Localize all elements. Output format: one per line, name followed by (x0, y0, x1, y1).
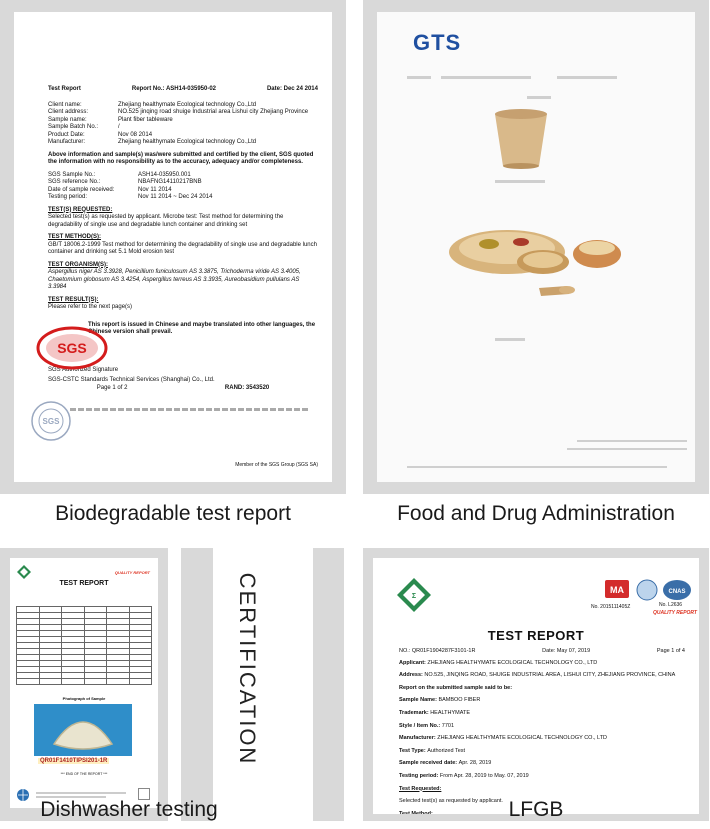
test-method-text: GB/T 18006.2-1999 Test method for determining the degradability of single use and degradable lunch container and drinking set 5.1 Mold erosion test (48, 241, 317, 255)
field-row (48, 187, 318, 195)
svg-text:Σ: Σ (411, 593, 417, 600)
svg-text:MA: MA (610, 585, 624, 595)
table-cell (62, 679, 85, 685)
tableware-photo-icon (447, 190, 627, 320)
disclaimer: Above information and sample(s) was/were submitted and certified by the client, SGS quoted the information with no responsibility as to the accuracy, adequacy and/or completeness. (48, 151, 314, 165)
field-row (48, 117, 318, 125)
field-value: Zhejiang healthymate Ecological technology Co.,Ltd (118, 101, 257, 108)
field-label: Testing period: (48, 194, 88, 200)
test-type-line: Test Type: Authorized Test (399, 747, 466, 754)
stamp-text: SGS (57, 340, 87, 356)
period-value: From Apr. 28, 2019 to May. 07, 2019 (439, 772, 529, 779)
field-value: ASH14-035950.001 (138, 171, 191, 178)
report-date: Date: Dec 24 2014 (266, 86, 318, 92)
table-cell (17, 679, 40, 685)
caption-lfgb: LFGB (508, 798, 564, 821)
field-label: Sample name: (48, 116, 87, 123)
dishwasher-results-table (16, 606, 152, 685)
photo-title: Photograph of Sample (62, 696, 106, 701)
style-value: 7701 (441, 722, 455, 729)
field-row (48, 109, 318, 117)
lfgb-report-document (373, 558, 699, 814)
table-cell (39, 679, 62, 685)
sample-ids (48, 172, 318, 202)
sample-name-value: BAMBOO FIBER (438, 697, 481, 704)
test-organism-title: TEST ORGANISM(S): (48, 261, 108, 268)
cnas-number: No. L2636 (659, 602, 683, 608)
applicant-value: ZHEJIANG HEALTHYMATE ECOLOGICAL TECHNOLOGY CO., LTD (427, 659, 598, 666)
field-label: Date of sample received: (48, 186, 115, 193)
manufacturer-line: Manufacturer: ZHEJIANG HEALTHYMATE ECOLOGICAL TECHNOLOGY CO., LTD (399, 735, 608, 742)
tests-requested-title: TEST(S) REQUESTED: (48, 206, 113, 213)
tests-requested-text: Selected test(s) as requested by applicant. Microbe test: Test method for determining the degradability of single use and degradable lunch container and drinking set (48, 214, 284, 228)
field-row (48, 102, 318, 110)
page-number: Page 1 of 2 (96, 384, 128, 391)
certification-panel (181, 548, 344, 821)
address-value: NO.525, JINQING ROAD, SHUIGE INDUSTRIAL AREA, LISHUI CITY, ZHEJIANG PROVINCE, CHINA (424, 672, 676, 679)
field-row (48, 124, 318, 132)
table-cell (107, 679, 130, 685)
gts-report-document (377, 12, 695, 482)
requested-text: Selected test(s) as requested by applicant. (399, 798, 503, 805)
field-label: Manufacturer: (48, 139, 86, 145)
company-name: SGS-CSTC Standards Technical Services (Shanghai) Co., Ltd. (48, 377, 215, 383)
table-cell (84, 679, 107, 685)
dishwasher-report-document (10, 558, 158, 808)
style-line: Style / Item No.: 7701 (399, 722, 455, 729)
address-line: Address: NO.525, JINQING ROAD, SHUIGE INDUSTRIAL AREA, LISHUI CITY, ZHEJIANG PROVINCE, CHINA (399, 672, 676, 679)
field-row (48, 132, 318, 140)
member-line: Member of the SGS Group (SGS SA) (235, 461, 318, 468)
report-page: Page 1 of 4 (656, 648, 685, 654)
test-method-title: TEST METHOD(S): (48, 234, 101, 240)
field-row (48, 139, 318, 147)
table-cell (129, 679, 152, 685)
table-row (17, 679, 152, 685)
trademark-value: HEALTHYMATE (430, 709, 471, 716)
sample-name-line: Sample Name: BAMBOO FIBER (399, 697, 481, 704)
certification-label-wrap (234, 574, 260, 764)
manufacturer-value: ZHEJIANG HEALTHYMATE ECOLOGICAL TECHNOLOGY CO., LTD (437, 735, 608, 742)
client-fields (48, 102, 318, 147)
end-of-report: *** END OF THE REPORT *** (60, 772, 108, 776)
sigma-logo-icon (16, 564, 32, 580)
field-label: Product Date: (48, 131, 85, 138)
trademark-line: Trademark: HEALTHYMATE (399, 709, 471, 716)
svg-text:CNAS: CNAS (668, 589, 686, 595)
report-meta-row (399, 648, 685, 655)
dishwasher-report-title: TEST REPORT (59, 580, 109, 587)
quality-report-label: QUALITY REPORT (653, 610, 697, 616)
sigma-logo-icon (395, 576, 433, 614)
field-value: / (118, 124, 120, 130)
report-label: Test Report (48, 86, 81, 92)
caption-biodegradable: Biodegradable test report (55, 502, 291, 525)
report-on-line (399, 685, 685, 692)
lfgb-report-title: TEST REPORT (487, 628, 585, 643)
lfgb-report-panel (363, 548, 709, 821)
report-on-text: Report on the submitted sample said to be: (399, 684, 513, 691)
field-value: NBAFNG14110217BNB (138, 179, 202, 185)
received-value: Apr. 28, 2019 (458, 760, 492, 767)
plate-icon (34, 704, 132, 756)
field-label: Client name: (48, 101, 82, 108)
sgs-seal-icon (30, 400, 72, 442)
sample-code: QR01F1410TIPSI201-1R (40, 758, 108, 764)
signature-label: SGS Authorized Signature (48, 366, 119, 373)
cup-photo-icon (489, 108, 553, 170)
gts-report-panel (363, 0, 709, 494)
dishwasher-report-panel (0, 548, 168, 821)
report-date: Date: May 07, 2019 (542, 648, 591, 654)
applicant-line: Applicant: ZHEJIANG HEALTHYMATE ECOLOGICAL TECHNOLOGY CO., LTD (399, 659, 598, 666)
svg-text:SGS: SGS (42, 417, 60, 426)
field-value: Plant fiber tableware (118, 116, 173, 123)
field-label: Sample Batch No.: (48, 124, 99, 130)
gts-logo: GTS (413, 30, 462, 55)
field-row (48, 194, 318, 202)
lfgb-report-body (399, 648, 685, 814)
sgs-report-panel (0, 0, 346, 494)
field-label: Client address: (48, 109, 89, 115)
certification-label: CERTIFICATION (235, 572, 260, 766)
certification-bar (213, 548, 313, 821)
field-label: SGS reference No.: (48, 179, 101, 185)
sgs-report-header (48, 86, 318, 94)
ma-number: No. 2015111405Z (591, 604, 631, 610)
report-number: Report No.: ASH14-035950-02 (131, 86, 216, 92)
method-title: Test Method: (399, 810, 433, 814)
field-value: Nov 11 2014 ~ Dec 24 2014 (138, 194, 213, 200)
field-value: Nov 08 2014 (118, 131, 153, 138)
sgs-stamp-icon (36, 326, 108, 370)
company-line (48, 377, 318, 385)
field-value: NO.525 jinqing road shuige Industrial area Lishui city Zhejiang Province (118, 109, 309, 115)
plate-photo (34, 704, 132, 756)
field-row (48, 172, 318, 180)
field-value: Nov 11 2014 (138, 186, 172, 193)
test-result-title: TEST RESULT(S): (48, 296, 99, 303)
accreditation-logos-icon (605, 578, 691, 602)
test-type-value: Authorized Test (427, 747, 466, 754)
test-result-text: Please refer to the next page(s) (48, 304, 133, 310)
field-label: SGS Sample No.: (48, 171, 96, 178)
report-number: NO.: QR01F1904287F3101-1R (399, 648, 476, 654)
field-value: Zhejiang healthymate Ecological technology Co.,Ltd (118, 139, 257, 145)
translation-note: This report is issued in Chinese and maybe translated into other languages, the Chinese version shall prevail. (88, 321, 316, 335)
field-row (48, 179, 318, 187)
requested-title: Test Requested: (399, 785, 442, 792)
page-line (48, 385, 318, 393)
caption-dishwasher: Dishwasher testing (40, 798, 218, 821)
rand-number: RAND: 3543520 (224, 384, 270, 391)
caption-fda: Food and Drug Administration (397, 502, 675, 525)
period-line: Testing period: From Apr. 28, 2019 to May. 07, 2019 (399, 772, 529, 779)
quality-label: QUALITY REPORT (114, 570, 150, 575)
received-line: Sample received date: Apr. 28, 2019 (399, 760, 492, 767)
test-organism-text: Aspergillus niger AS 3.3928, Penicillium funiculosum AS 3.3875, Trichoderma viride AS 3.4005, Chaetomium globosum AS 3.4254, Aspergillus terreus AS 3.3935, Aureobasidium pullulans AS 3.3984 (48, 269, 301, 290)
fine-print (70, 408, 310, 411)
